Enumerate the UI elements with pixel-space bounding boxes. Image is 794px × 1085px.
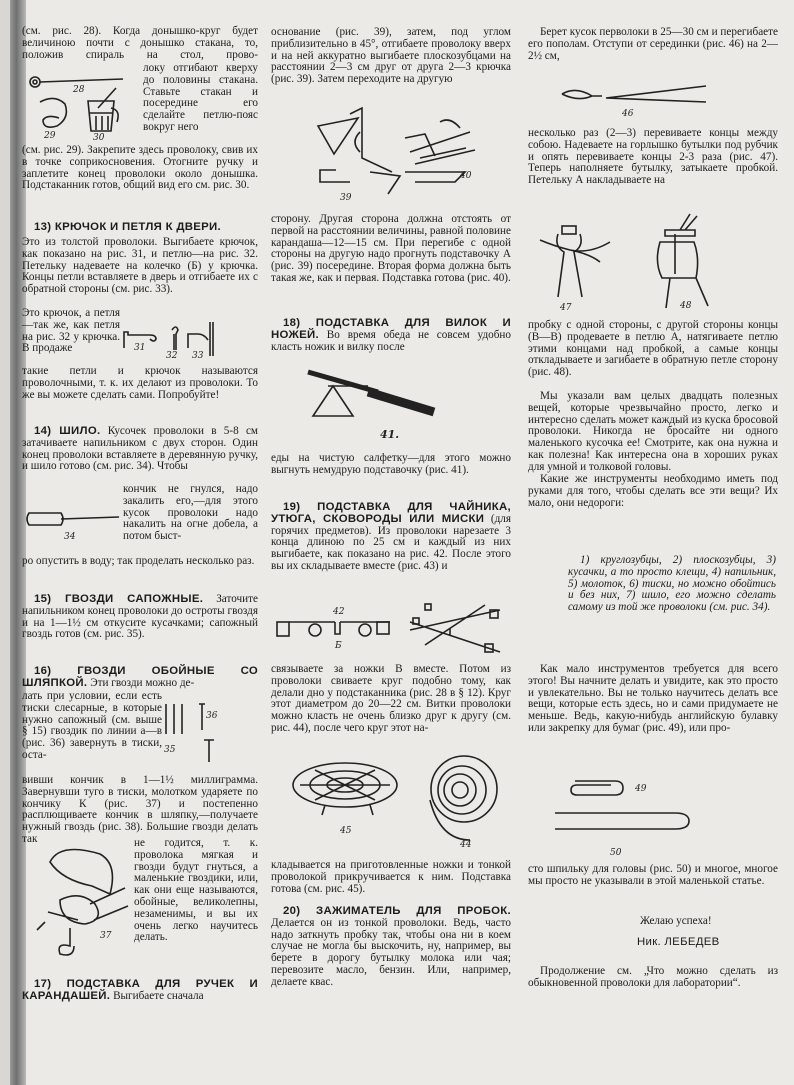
figure-label: 39	[340, 193, 352, 203]
section-heading-17: 17) ПОДСТАВКА ДЛЯ РУЧЕК И КАРАНДАШЕЙ.	[22, 978, 258, 1002]
figure-49-50	[555, 775, 725, 857]
paragraph: сторону. Другая сторона должна отстоять от первой на расстоянии величины, равной половине карандаша—12—15 см. При перегибе с одной стороны на другую надо прогнуть подставочку А (рис. 39) посередине. Вторая форма должна быть такая же, как и первая. Подставка готова (рис. 40).	[271, 213, 511, 284]
sign-off: Желаю успеха!	[640, 915, 712, 927]
continuation-note: Продолжение см. „Что можно сделать из обыкновенной проволоки для лаборатории“.	[528, 965, 778, 989]
page-edge	[0, 0, 10, 1085]
figure-label: 32	[166, 351, 178, 361]
paragraph: кладывается на приготовленные ножки и тонкой проволокой прикручивается к ним. Подставка готова (см. рис. 45).	[271, 859, 511, 895]
paragraph: основание (рис. 39), затем, под углом приблизительно в 45°, отгибаете проволоку вверх и на ней аккуратно выгибаете плоскозубцами на расстоянии 2—3 см друг от друга 2—3 крючка (рис. 39). Затем переходите на другую	[271, 26, 511, 86]
section-heading-18: 18) ПОДСТАВКА ДЛЯ ВИЛОК И НОЖЕЙ.	[271, 317, 511, 341]
paragraph: (см. рис. 28). Когда донышко-круг будет величиною почти с донышко стакана, то, положив спираль на стол, прово-	[22, 25, 258, 61]
figure-41-knife-rest	[308, 372, 458, 442]
tools-list: 1) круглозубцы, 2) плоскозубцы, 3) кусачки, а то просто клещи, 4) напильник, 5) молоток, 6) тиски, но можно обойтись и без них, 7) шило, его можно сделать самому из той же проволоки (см. рис. 34).	[568, 554, 776, 614]
paragraph: лать при условии, если есть тиски слесарные, в которые нужно сапожный (см. выше § 15) гвоздик по линии а—в (рис. 36) завернуть в тиски, оста-	[22, 690, 162, 761]
figure-42-43	[275, 600, 510, 655]
paragraph: сто шпильку для головы (рис. 50) и многое, многое мы просто не указывали в этой маленькой статье.	[528, 863, 778, 887]
paragraph: пробку с одной стороны, с другой стороны концы (В—В) продеваете в петлю А, натягиваете петлю этими концами над пробкой, а самые концы откладываете и загибаете в обратную петле сторону (рис. 48).	[528, 319, 778, 379]
paragraph-16	[22, 666, 258, 690]
paragraph-text: (для горячих предметов). Из проволоки нарезаете 3 конца длиною по 25 см и каждый из них выгибаете, как показано на рис. 42. После этого вы их складываете вместе (рис. 43) и	[271, 512, 511, 572]
paragraph: ро опустить в воду; так проделать несколько раз.	[22, 555, 255, 567]
paragraph-19	[271, 502, 511, 573]
paragraph-17	[22, 979, 258, 1003]
figure-label: 37	[100, 931, 112, 941]
figure-label: 45	[340, 826, 352, 836]
paragraph: Как мало инструментов требуется для всего этого! Вы начните делать и увидите, как это просто и увлекательно. Вы не только научитесь делать все вещи, которые есть здесь, но и сами придумаете не меньше. Ведь, какую-нибудь английскую булавку или закрепку для бумаг (рис. 49), или про-	[528, 663, 778, 734]
section-heading-14: 14) ШИЛО.	[34, 425, 101, 437]
paragraph-text: Делается он из тонкой проволоки. Ведь, часто надо заткнуть пробку так, чтобы она ни в коем случае не могла бы выскочить, ну, например, вы берете в дорогу бутылку молока или чая; перевозите масло, бензин. Или, например, делаете квас.	[271, 916, 511, 988]
paragraph-text: Во время обеда не совсем удобно класть ножик и вилку после	[271, 328, 511, 353]
paragraph-20	[271, 906, 511, 989]
figure-label: 42	[333, 607, 345, 617]
figure-label: 29	[44, 131, 56, 141]
figure-37-vise	[30, 842, 130, 960]
figure-label: 41.	[380, 428, 400, 441]
figure-31-32-33	[122, 318, 232, 360]
figure-label: 28	[73, 85, 85, 95]
paragraph-18	[271, 318, 511, 353]
figure-46	[560, 82, 710, 120]
figure-label: 36	[206, 711, 218, 721]
paragraph-text: Эти гвозди можно де-	[87, 676, 195, 689]
figure-39-40	[310, 112, 480, 204]
figure-label: 31	[134, 343, 146, 353]
figure-47-48	[540, 212, 720, 314]
paragraph: Это из толстой проволоки. Выгибаете крючок, как показано на рис. 31, и петлю—на рис. 32. Петельку надеваете на колечко (Б) у крючка. Концы петли вставляете в дверь и отгибаете их с обратной стороны (см. рис. 33).	[22, 236, 258, 296]
paragraph-text: Выгибаете сначала	[110, 989, 204, 1002]
paragraph: кончик не гнулся, надо закалить его,—для этого кусок проволоки надо накалить на огне добела, а потом быст-	[123, 483, 258, 543]
figure-label: 47	[560, 303, 572, 313]
author-name: Ник. ЛЕБЕДЕВ	[637, 936, 720, 948]
paragraph: такие петли и крючок называются проволочными, т. к. их делают из проволоки. То же вы можете сделать сами. Попробуйте!	[22, 365, 258, 401]
paragraph: Это крючок, а петля—так же, как петля на рис. 32 у крючка. В продаже	[22, 307, 120, 355]
paragraph: не годится, т. к. проволока мягкая и гвозди будут гнуться, а маленькие гвоздики, или, как они еще называются, обойные, великолепны, незаменимы, и вы их очень легко научитесь делать.	[134, 837, 258, 944]
paragraph: несколько раз (2—3) перевиваете концы между собою. Надеваете на горлышко бутылки под рубчик и опять перевиваете концы 2-3 раза (рис. 47). Теперь наполняете бутылку, затыкаете пробкой. Петельку А накладываете на	[528, 127, 778, 187]
paragraph-15	[22, 594, 258, 641]
paragraph-text: Кусочек проволоки в 5-8 см затачиваете напильником с двух сторон. Один конец проволоки вставляете в деревянную ручку, и шило готово (см. рис. 34). Чтобы	[22, 425, 258, 473]
paragraph: локу отгибают кверху до половины стакана. Ставьте стакан и посередине его сделайте петлю-пояс вокруг него	[143, 62, 258, 133]
figure-label: 50	[610, 848, 622, 858]
figure-label: 34	[64, 532, 76, 542]
paragraph: Какие же инструменты необходимо иметь под руками для того, чтобы сделать все эти вещи? Их мало, они недороги:	[528, 473, 778, 509]
paragraph: Мы указали вам целых двадцать полезных вещей, которые чрезвычайно просто, легко и интересно сделать может каждый из куска бросовой проволоки. Никогда не бросайте ни одного маленького кусочка ее! Смотрите, как она нужна и как полезна! Как интересна она в хороших руках для умной и толковой головы.	[528, 390, 778, 473]
paragraph: (см. рис. 29). Закрепите здесь проволоку, свив их в точке соприкосновения. Отогните ручку и заплетите конец проволоки около донышка. Подстаканник готов, общий вид его см. рис. 30.	[22, 144, 258, 192]
section-heading-19: 19) ПОДСТАВКА ДЛЯ ЧАЙНИКА, УТЮГА, СКОВОРОДЫ ИЛИ МИСКИ	[271, 501, 511, 525]
paragraph: Берет кусок перволоки в 25—30 см и перегибаете его пополам. Отступи от серединки (рис. 46) на 2—2½ см,	[528, 26, 778, 62]
section-heading-16: 16) ГВОЗДИ ОБОЙНЫЕ СО ШЛЯПКОЙ.	[22, 665, 258, 689]
figure-35-36	[162, 700, 242, 772]
section-heading-15: 15) ГВОЗДИ САПОЖНЫЕ.	[34, 593, 204, 605]
figure-label: 40	[460, 171, 472, 181]
figure-45-44	[290, 755, 510, 850]
figure-label: 49	[635, 784, 647, 794]
section-heading-13: 13) КРЮЧОК И ПЕТЛЯ К ДВЕРИ.	[34, 221, 222, 233]
figure-28-29-30	[28, 68, 138, 143]
figure-34-awl	[24, 505, 124, 543]
figure-label: 33	[192, 351, 204, 361]
section-heading-20: 20) ЗАЖИМАТЕЛЬ ДЛЯ ПРОБОК.	[283, 905, 511, 917]
figure-label: 46	[622, 109, 634, 119]
paragraph: вивши кончик в 1—1½ миллиграмма. Завернувши туго в тиски, молотком ударяете по кончику К (рис. 37) и постепенно расплющиваете кончик в шляпку,—получаете нужный гвоздь (рис. 38). Большие гвозди делать так	[22, 774, 258, 845]
paragraph-text: Заточите напильником конец проволоки до остроты гвоздя и на 1—1½ см откусите кусачками; сапожный гвоздь готов (см. рис. 35).	[22, 593, 258, 641]
figure-label: 30	[93, 133, 105, 143]
figure-label: 44	[460, 840, 472, 850]
paragraph-14	[22, 426, 258, 473]
figure-label: Б	[335, 641, 342, 651]
paragraph: связываете за ножки В вместе. Потом из проволоки свиваете круг подобно тому, как делали дно у подстаканника (рис. 28 в § 12). Круг этот диаметром до 20—22 см. Витки проволоки можно класть не очень близко друг к другу (см. рис. 44), после чего круг этот на-	[271, 663, 511, 734]
figure-label: 48	[680, 301, 692, 311]
figure-label: 35	[164, 745, 176, 755]
paragraph: еды на чистую салфетку—для этого можно выгнуть немудрую подставочку (рис. 41).	[271, 452, 511, 476]
